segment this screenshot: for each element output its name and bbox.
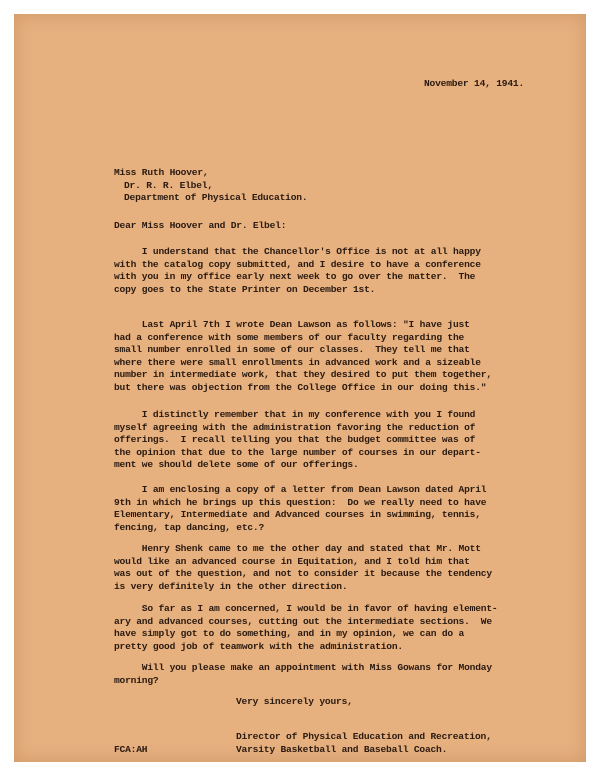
text-line: fencing, tap dancing, etc.?	[114, 521, 265, 533]
signature-line: Varsity Basketball and Baseball Coach.	[236, 743, 448, 755]
salutation: Dear Miss Hoover and Dr. Elbel:	[114, 220, 287, 231]
text-line: is very definitely in the other direction.	[114, 580, 348, 592]
text-line: with you in my office early next week to go over the matter. The	[114, 271, 476, 283]
paragraph-7	[114, 662, 524, 687]
text-line: ment we should delete some of our offerings.	[114, 459, 359, 471]
letter-date: November 14, 1941.	[424, 78, 525, 89]
text-line: had a conference with some members of our faculty regarding the	[114, 331, 465, 343]
text-line: I am enclosing a copy of a letter from Dean Lawson dated April	[114, 484, 487, 495]
text-line: with the catalog copy submitted, and I desire to have a conference	[114, 258, 481, 270]
text-line: Henry Shenk came to me the other day and stated that Mr. Mott	[114, 543, 481, 554]
text-line: ary and advanced courses, cutting out the intermediate sections. We	[114, 615, 492, 627]
paragraph-1	[114, 246, 524, 296]
text-line: the opinion that due to the large number of courses in our depart-	[114, 446, 481, 458]
recipient-line: Department of Physical Education.	[124, 192, 308, 204]
text-line: pretty good job of teamwork with the administration.	[114, 640, 403, 652]
text-line: 9th in which he brings up this question: Do we really need to have	[114, 496, 487, 508]
paragraph-6	[114, 603, 524, 653]
text-line: where there were small enrollments in advanced work and a sizeable	[114, 356, 481, 368]
typist-initials: FCA:AH	[114, 744, 148, 755]
text-line: Will you please make an appointment with Miss Gowans for Monday	[114, 662, 492, 673]
text-line: I distinctly remember that in my conference with you I found	[114, 409, 476, 420]
text-line: offerings. I recall telling you that the budget committee was of	[114, 434, 476, 446]
text-line: was out of the question, and not to consider it because the tendency	[114, 568, 492, 580]
text-line: would like an advanced course in Equitation, and I told him that	[114, 555, 470, 567]
text-line: So far as I am concerned, I would be in favor of having element-	[114, 603, 498, 614]
paragraph-5	[114, 543, 524, 593]
text-line: copy goes to the State Printer on December 1st.	[114, 283, 376, 295]
text-line: Last April 7th I wrote Dean Lawson as follows: "I have just	[114, 319, 470, 330]
text-line: myself agreeing with the administration favoring the reduction of	[114, 421, 476, 433]
text-line: I understand that the Chancellor's Office is not at all happy	[114, 246, 481, 257]
text-line: small number enrolled in some of our classes. They tell me that	[114, 344, 470, 356]
text-line: number in intermediate work, that they desired to put them together,	[114, 369, 492, 381]
text-line: morning?	[114, 674, 159, 686]
paragraph-2	[114, 319, 524, 395]
paragraph-3	[114, 409, 524, 472]
signature-line: Director of Physical Education and Recreation,	[236, 731, 492, 742]
letter-page	[14, 14, 586, 762]
text-line: but there was objection from the College Office in our doing this."	[114, 381, 487, 393]
text-line: Elementary, Intermediate and Advanced courses in swimming, tennis,	[114, 509, 481, 521]
recipient-line: Dr. R. R. Elbel,	[124, 179, 213, 191]
recipient-block	[114, 167, 524, 205]
signature-block	[236, 731, 600, 756]
paragraph-4	[114, 484, 524, 534]
recipient-line: Miss Ruth Hoover,	[114, 167, 209, 178]
closing: Very sincerely yours,	[236, 696, 353, 707]
text-line: have simply got to do something, and in my opinion, we can do a	[114, 628, 465, 640]
